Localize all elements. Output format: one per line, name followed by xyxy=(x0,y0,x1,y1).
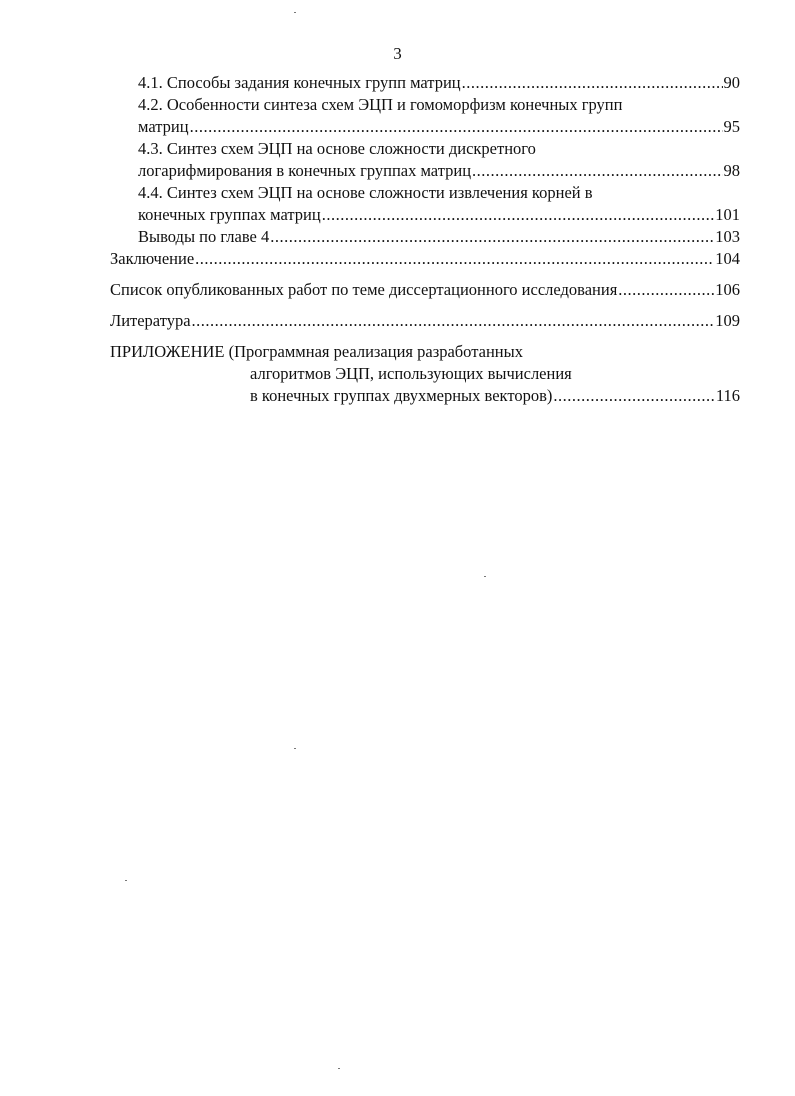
toc-page-number: 90 xyxy=(723,73,740,92)
toc-entry-title-cont: в конечных группах двухмерных векторов) xyxy=(250,386,553,405)
leader-dots xyxy=(190,116,723,138)
toc-page-number: 104 xyxy=(715,249,740,268)
toc-entry-title: Литература xyxy=(110,311,191,330)
leader-dots xyxy=(618,279,714,301)
toc-entry-title-cont: конечных группах матриц xyxy=(138,205,321,224)
toc-page-number: 95 xyxy=(723,117,740,136)
leader-dots xyxy=(322,204,715,226)
leader-dots xyxy=(462,72,723,94)
toc-entry-title: Выводы по главе 4 xyxy=(138,227,270,246)
leader-dots xyxy=(192,310,715,332)
toc-page-number: 103 xyxy=(715,227,740,246)
leader-dots xyxy=(195,248,714,270)
leader-dots xyxy=(270,226,714,248)
toc-entry-title: ПРИЛОЖЕНИЕ (Программная реализация разработанных xyxy=(110,342,523,361)
toc-page-number: 101 xyxy=(715,205,740,224)
scan-speck xyxy=(294,748,296,749)
scan-speck xyxy=(484,576,486,577)
toc-entry-title: 4.3. Синтез схем ЭЦП на основе сложности дискретного xyxy=(138,139,536,158)
toc-entry-conclusion[interactable] xyxy=(110,248,740,270)
leader-dots xyxy=(553,385,715,407)
toc-page-number: 109 xyxy=(715,311,740,330)
toc-entry-4-2[interactable] xyxy=(110,94,740,138)
toc-entry-4-1[interactable] xyxy=(110,72,740,94)
toc-page-number: 106 xyxy=(715,280,740,299)
toc-entry-title-cont: алгоритмов ЭЦП, использующих вычисления xyxy=(250,364,572,383)
scan-speck xyxy=(125,880,127,881)
toc-entry-publications[interactable] xyxy=(110,279,740,301)
toc-entry-4-4[interactable] xyxy=(110,182,740,226)
toc-entry-4-3[interactable] xyxy=(110,138,740,182)
toc-entry-title: 4.1. Способы задания конечных групп матриц xyxy=(138,73,461,92)
toc-entry-title: 4.4. Синтез схем ЭЦП на основе сложности извлечения корней в xyxy=(138,183,593,202)
toc-entry-appendix[interactable] xyxy=(110,341,740,407)
leader-dots xyxy=(472,160,722,182)
scan-speck xyxy=(294,12,296,13)
page-number: 3 xyxy=(393,44,402,63)
toc-entry-title: Заключение xyxy=(110,249,195,268)
toc-entry-literature[interactable] xyxy=(110,310,740,332)
toc-entry-title-cont: матриц xyxy=(138,117,189,136)
toc-page-number: 98 xyxy=(723,161,740,180)
scan-speck xyxy=(338,1068,340,1069)
toc-entry-title: Список опубликованных работ по теме диссертационного исследования xyxy=(110,280,618,299)
toc-entry-title-cont: логарифмирования в конечных группах матриц xyxy=(138,161,472,180)
toc-page-number: 116 xyxy=(715,386,740,405)
table-of-contents xyxy=(110,72,740,407)
toc-entry-conclusions-4[interactable] xyxy=(110,226,740,248)
toc-entry-title: 4.2. Особенности синтеза схем ЭЦП и гомоморфизм конечных групп xyxy=(138,95,623,114)
